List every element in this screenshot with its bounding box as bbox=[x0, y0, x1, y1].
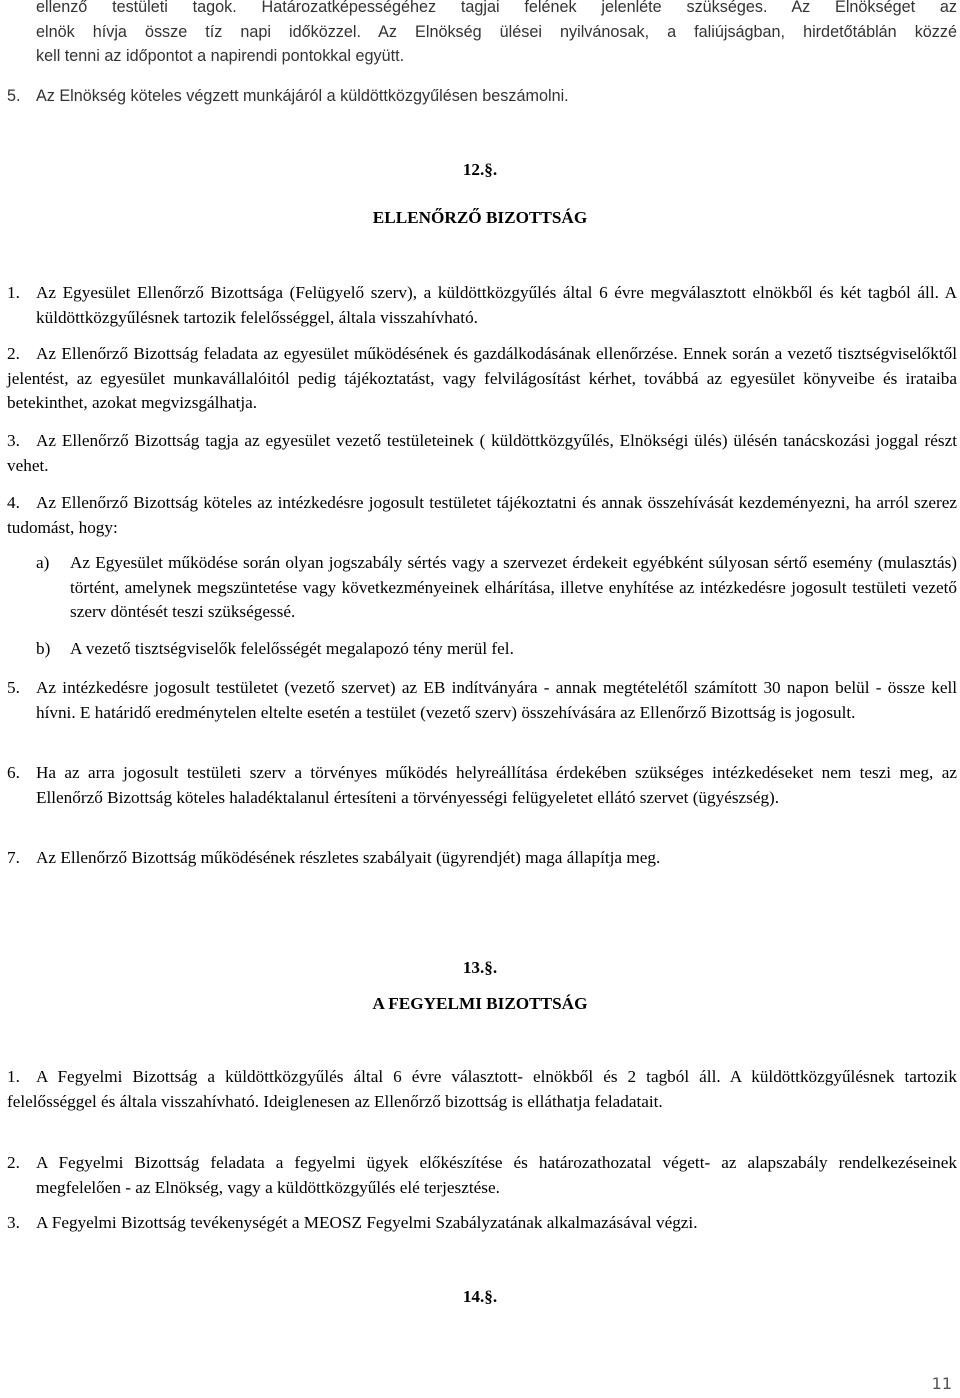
item-number: 1. bbox=[7, 1067, 20, 1086]
s13-item-2 bbox=[7, 1151, 957, 1200]
item-number: 5. bbox=[7, 87, 21, 105]
item-number: 2. bbox=[7, 344, 20, 363]
item-number: 2. bbox=[7, 1153, 20, 1172]
item-text: Az Ellenőrző Bizottság köteles az intézkedésre jogosult testületet tájékoztatni és annak összehívását kezdeményezni, ha arról szerez tudomást, hogy: bbox=[7, 493, 957, 537]
item-number: 5. bbox=[7, 678, 20, 697]
section-12-title: ELLENŐRZŐ BIZOTTSÁG bbox=[372, 208, 588, 227]
item-text: Az intézkedésre jogosult testületet (vezető szervet) az EB indítványára - annak megtételétől számított 30 napon belül - össze kell hívni. E határidő eredménytelen eltelte esetén a testület (vezető szerv) összehívására az Ellenőrző Bizottság is jogosult. bbox=[36, 678, 957, 722]
subitem-text: A vezető tisztségviselők felelősségét megalapozó tény merül fel. bbox=[70, 639, 514, 658]
top-paragraph bbox=[36, 0, 957, 69]
s12-subitem-b bbox=[36, 637, 957, 662]
section-14-number: 14.§. bbox=[462, 1287, 498, 1306]
page-number: 11 bbox=[931, 1374, 952, 1393]
item-text: Az Ellenőrző Bizottság feladata az egyesület működésének és gazdálkodásának ellenőrzése. Ennek során a vezető tisztségviselőktől jelentést, az egyesület munkavállalóitól pedig tájékoztatást, vagy felvilágosítást kérhet, továbbá az egyesület könyveibe és irataiba betekinthet, azokat megvizsgálhatja. bbox=[7, 344, 957, 413]
item-text: A Fegyelmi Bizottság feladata a fegyelmi ügyek előkészítése és határozathozatal végett- az alapszabály rendelkezéseinek megfelelően - az Elnökség, vagy a küldöttközgyűlés elé terjesztése. bbox=[36, 1153, 957, 1197]
subitem-text: Az Egyesület működése során olyan jogszabály sértés vagy a szervezet érdekeit egyébként súlyosan sértő esemény (mulasztás) történt, amelynek megszüntetése vagy következményeinek elhárítása, illetve enyhítése az intézkedésre jogosult testületi vezető szerv döntését teszi szükségessé. bbox=[70, 553, 957, 622]
item-text: A Fegyelmi Bizottság a küldöttközgyűlés által 6 évre választott- elnökből és 2 tagból áll. A küldöttközgyűlésnek tartozik felelősséggel és általa visszahívható. Ideiglenesen az Ellenőrző bizottság is elláthatja feladatait. bbox=[7, 1067, 957, 1111]
section-13-title: A FEGYELMI BIZOTTSÁG bbox=[372, 994, 588, 1013]
s12-item-4 bbox=[7, 491, 957, 540]
subitem-letter: b) bbox=[36, 639, 51, 658]
top-line-2: elnök hívja össze tíz napi időközzel. Az Elnökség ülései nyilvánosak, a faliújságban, hirdetőtáblán közzé bbox=[36, 22, 957, 41]
item-text: Az Ellenőrző Bizottság működésének részletes szabályait (ügyrendjét) maga állapítja meg. bbox=[36, 848, 661, 867]
item-number: 6. bbox=[7, 763, 20, 782]
top-line-1: ellenző testületi tagok. Határozatképességéhez tagjai felének jelenléte szükséges. Az Elnökséget az bbox=[36, 0, 957, 16]
s12-item-2 bbox=[7, 342, 957, 416]
item-number: 3. bbox=[7, 1213, 20, 1232]
s12-subitem-a bbox=[36, 551, 957, 625]
s12-item-5 bbox=[7, 676, 957, 725]
item-number: 4. bbox=[7, 493, 20, 512]
top-item-5 bbox=[7, 84, 957, 109]
item-number: 1. bbox=[7, 283, 20, 302]
s12-item-1 bbox=[7, 281, 957, 330]
s13-item-1 bbox=[7, 1065, 957, 1114]
item-text: A Fegyelmi Bizottság tevékenységét a MEOSZ Fegyelmi Szabályzatának alkalmazásával végzi. bbox=[36, 1213, 698, 1232]
item-text: Az Ellenőrző Bizottság tagja az egyesület vezető testületeinek ( küldöttközgyűlés, Elnökségi ülés) ülésén tanácskozási joggal részt vehet. bbox=[7, 431, 957, 475]
section-13-number: 13.§. bbox=[462, 958, 498, 977]
s12-item-3 bbox=[7, 429, 957, 478]
item-number: 7. bbox=[7, 848, 20, 867]
s12-item-6 bbox=[7, 761, 957, 810]
item-text: Ha az arra jogosult testületi szerv a törvényes működés helyreállítása érdekében szükséges intézkedéseket nem teszi meg, az Ellenőrző Bizottság köteles haladéktalanul értesíteni a törvényességi felügyeletet ellátó szervet (ügyészség). bbox=[36, 763, 957, 807]
item-text: Az Elnökség köteles végzett munkájáról a küldöttközgyűlésen beszámolni. bbox=[36, 87, 569, 105]
section-12-number: 12.§. bbox=[462, 160, 498, 179]
top-line-3: kell tenni az időpontot a napirendi pontokkal együtt. bbox=[36, 47, 405, 66]
s12-item-7 bbox=[7, 846, 957, 871]
subitem-letter: a) bbox=[36, 553, 50, 572]
s13-item-3 bbox=[7, 1211, 957, 1236]
item-text: Az Egyesület Ellenőrző Bizottsága (Felügyelő szerv), a küldöttközgyűlés által 6 évre megválasztott elnökből és két tagból áll. A küldöttközgyűlésnek tartozik felelősséggel, általa visszahívható. bbox=[36, 283, 957, 327]
item-number: 3. bbox=[7, 431, 20, 450]
